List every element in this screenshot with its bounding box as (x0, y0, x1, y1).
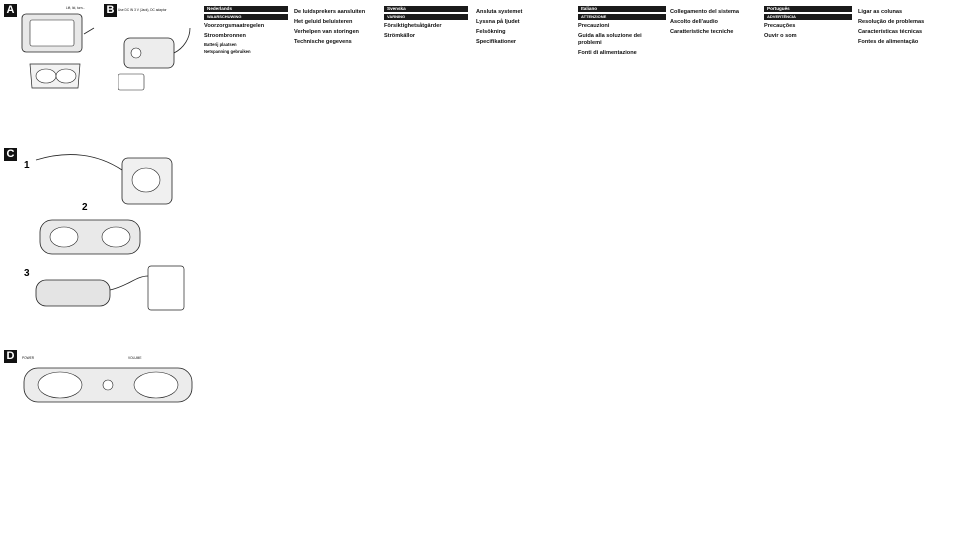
section-heading: Collegamento del sistema (670, 9, 740, 15)
section-heading: De luidsprekers aansluiten (294, 9, 366, 15)
figure-a-caption: Lift, lid, turn... (66, 6, 86, 10)
lang-header: Português (764, 6, 852, 12)
svg-text:1: 1 (24, 160, 30, 171)
section-heading: Precauzioni (578, 22, 610, 29)
column-it-2 (670, 6, 758, 37)
sub-heading: Netspanning gebruiken (204, 48, 251, 54)
lang-header: Svenska (384, 6, 468, 12)
section-heading: Fontes de alimentação (858, 39, 919, 45)
svg-text:3: 3 (24, 268, 30, 279)
column-it (578, 6, 666, 58)
section-heading: Strömkällor (384, 32, 416, 39)
section-heading: Felsökning (476, 29, 506, 35)
section-heading: Het geluid beluisteren (294, 19, 353, 25)
section-heading: Ligar as colunas (858, 9, 903, 15)
warning-header: WAARSCHUWING (204, 14, 288, 20)
figure-badge-b: B (104, 4, 117, 17)
column-pt-2 (858, 6, 948, 47)
figure-b-caption: Use DC IN 3 V (Jack), DC adaptor (118, 8, 167, 12)
figure-d-power-label: POWER (22, 356, 35, 360)
section-heading: Technische gegevens (294, 39, 352, 45)
figure-d-front (20, 362, 196, 410)
section-heading: Stroombronnen (204, 32, 246, 39)
section-heading: Lyssna på ljudet (476, 19, 520, 25)
warning-header: VARNING (384, 14, 468, 20)
lang-header: Italiano (578, 6, 666, 12)
figure-d-volume-label: VOLUME (128, 356, 142, 360)
figure-panel (0, 0, 198, 542)
svg-text:2: 2 (82, 202, 88, 213)
section-heading: Guida alla soluzione dei problemi (578, 32, 642, 46)
page-middle (200, 0, 570, 542)
column-nl (204, 6, 288, 55)
section-heading: Ascolto dell'audio (670, 19, 718, 25)
section-heading: Precauções (764, 22, 796, 29)
figure-b-adaptor (118, 8, 196, 98)
column-sv-2 (476, 6, 564, 47)
section-heading: Specifikationer (476, 39, 517, 45)
page-right (574, 0, 954, 542)
section-heading: Verhelpen van storingen (294, 29, 359, 35)
column-pt (764, 6, 852, 41)
column-nl-2 (294, 6, 378, 47)
figure-c-connection (18, 140, 198, 340)
section-heading: Resolução de problemas (858, 19, 925, 25)
warning-header: ATTENZIONE (578, 14, 666, 20)
section-heading: Ansluta systemet (476, 9, 523, 15)
section-heading: Fonti di alimentazione (578, 49, 637, 56)
figure-badge-c: C (4, 148, 17, 161)
section-heading: Voorzorgsmaatregelen (204, 22, 265, 29)
warning-header: ADVERTÊNCIA (764, 14, 852, 20)
lang-header: Nederlands (204, 6, 288, 12)
column-sv (384, 6, 468, 41)
section-heading: Características técnicas (858, 29, 923, 35)
section-heading: Caratteristiche tecniche (670, 29, 734, 35)
figure-a-battery-lid (20, 4, 108, 94)
sub-heading: Batterij plaatsen (204, 41, 237, 47)
section-heading: Ouvir o som (764, 32, 797, 39)
figure-badge-d: D (4, 350, 17, 363)
section-heading: Försiktighetsåtgärder (384, 22, 442, 29)
figure-badge-a: A (4, 4, 17, 17)
